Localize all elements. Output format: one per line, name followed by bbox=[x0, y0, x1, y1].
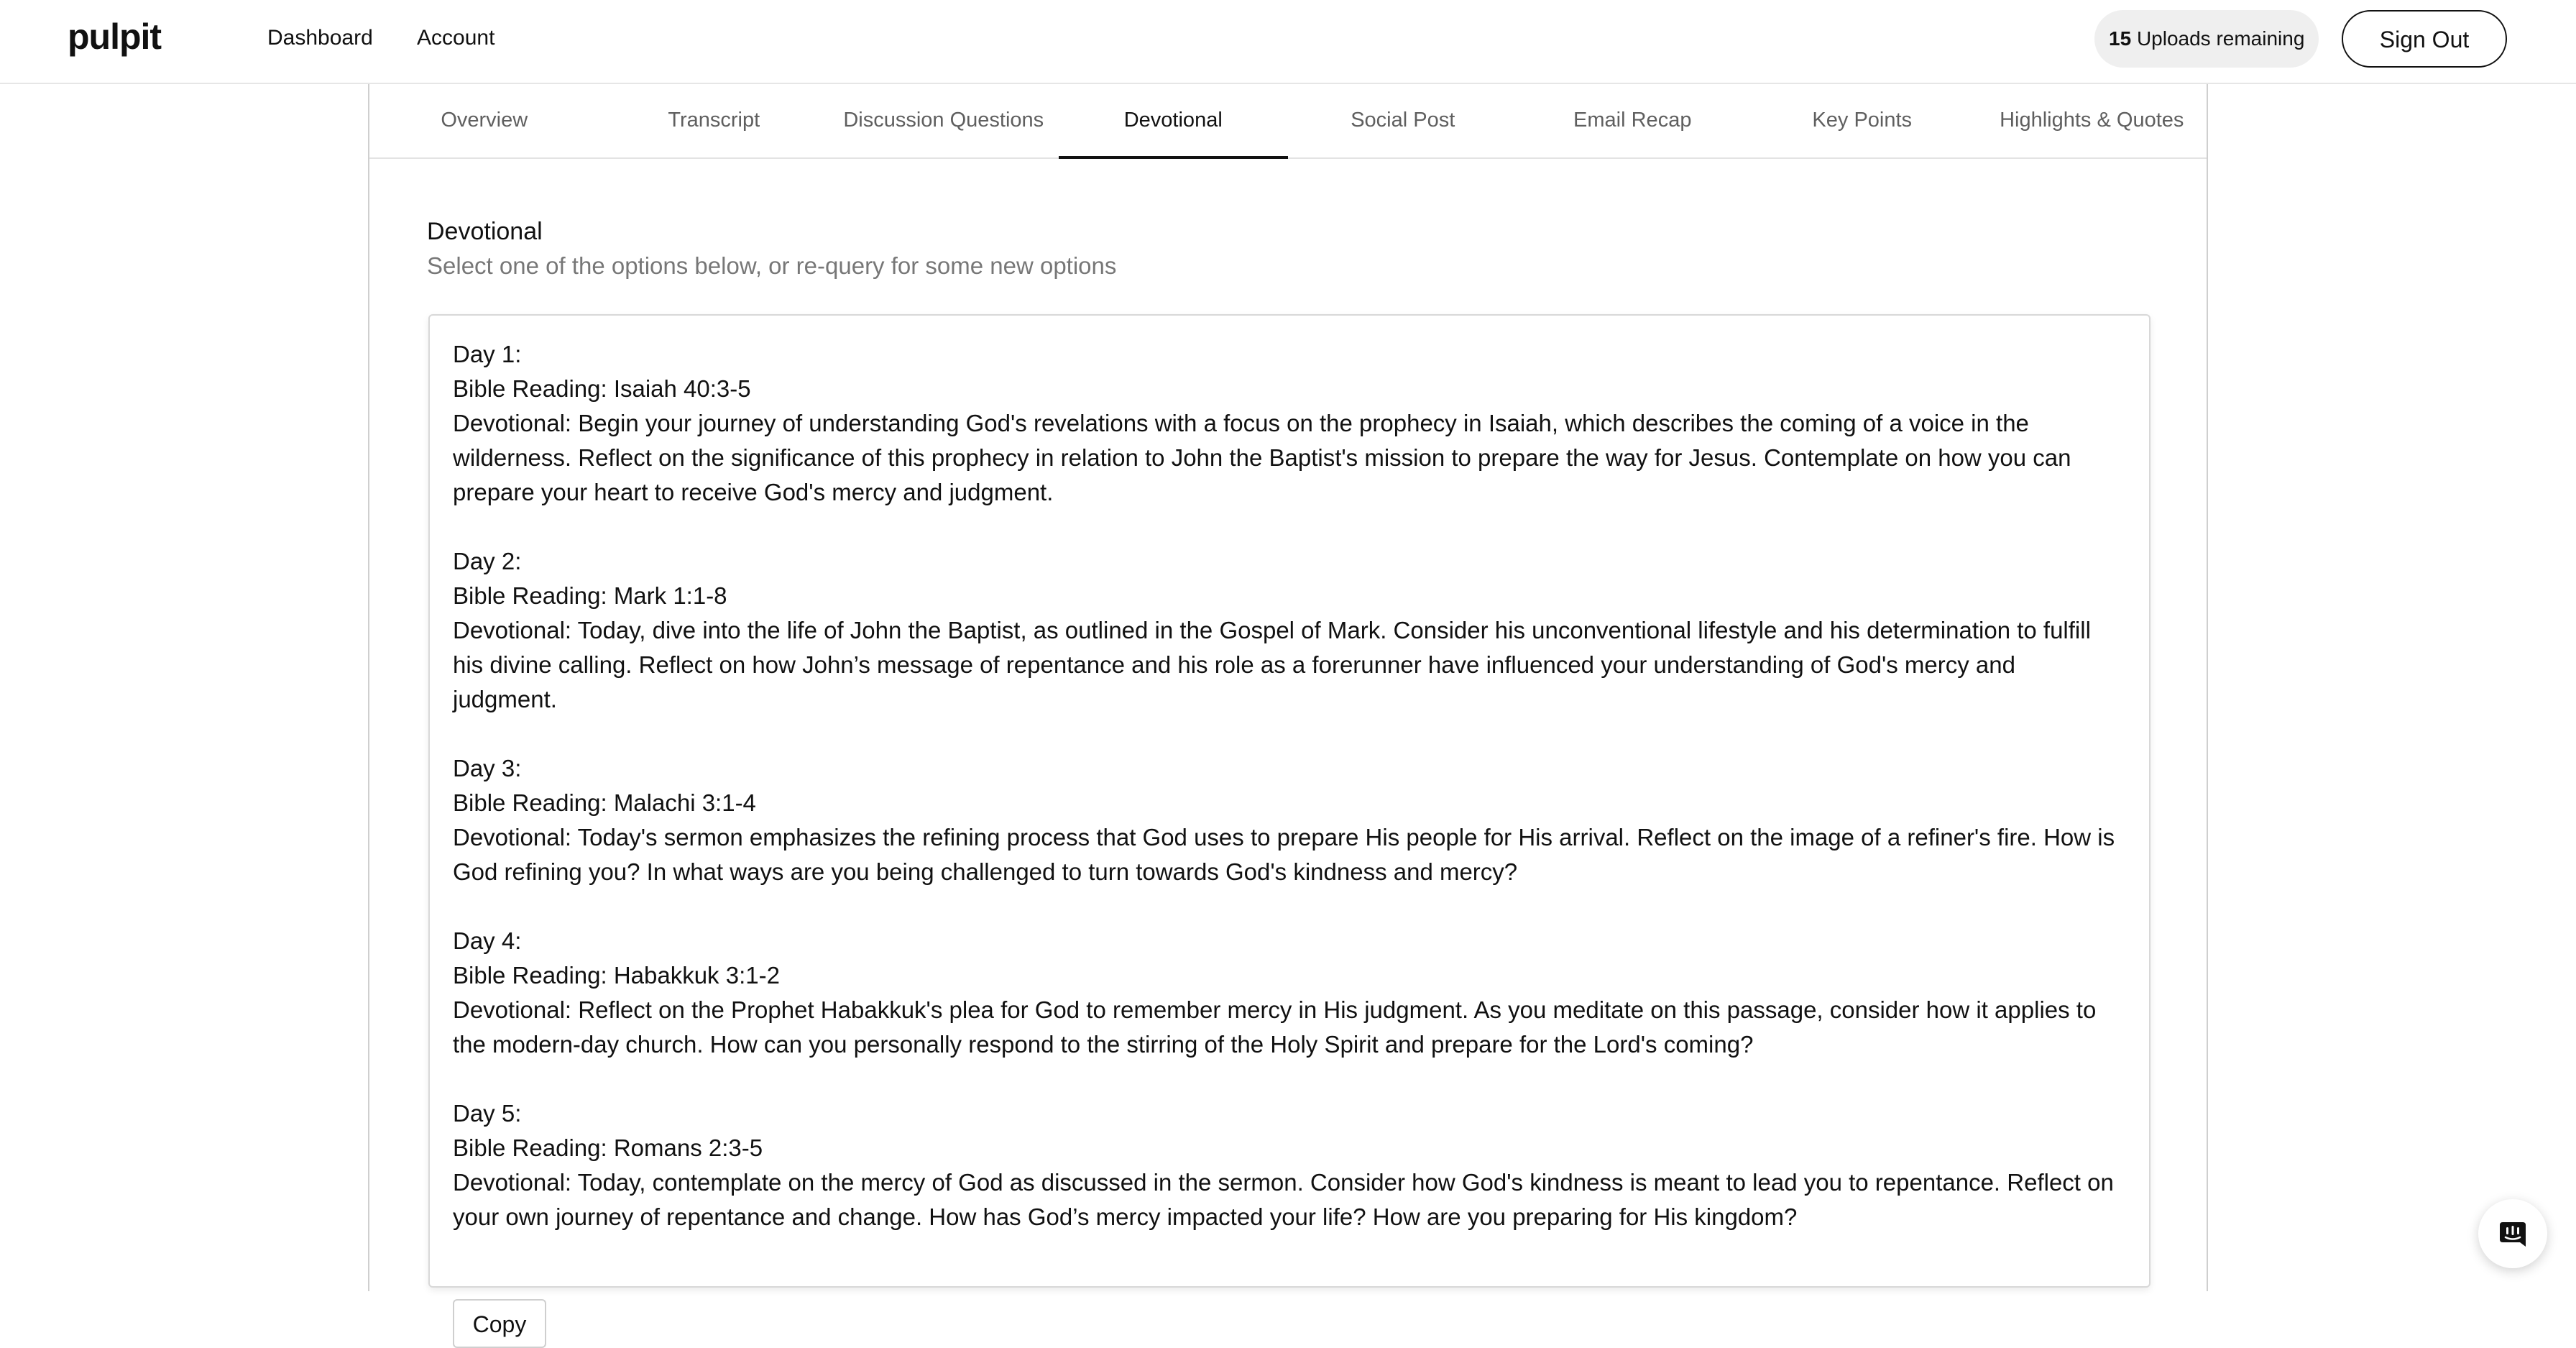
bible-reading: Bible Reading: Isaiah 40:3-5 bbox=[453, 375, 751, 402]
top-navigation-bar bbox=[0, 0, 2576, 84]
bible-reading: Bible Reading: Habakkuk 3:1-2 bbox=[453, 962, 780, 989]
uploads-count: 15 bbox=[2109, 27, 2132, 50]
devotional-day bbox=[453, 1096, 2126, 1234]
uploads-label: Uploads remaining bbox=[2136, 27, 2305, 50]
nav-account-link[interactable]: Account bbox=[417, 26, 495, 50]
devotional-text: Devotional: Today, dive into the life of John the Baptist, as outlined in the Gospel of Mark. Consider his unconventional lifestyle and his determination to fulfill his divine calling. Reflect on how John’s message of repentance and his role as a forerunner have influenced your understanding of God's mercy and judgment. bbox=[453, 617, 2091, 712]
tab-overview[interactable]: Overview bbox=[441, 109, 528, 132]
day-heading: Day 4: bbox=[453, 927, 522, 954]
devotional-option-card[interactable] bbox=[428, 314, 2150, 1337]
tab-devotional[interactable]: Devotional bbox=[1059, 84, 1289, 157]
devotional-day bbox=[453, 751, 2126, 889]
sign-out-button[interactable]: Sign Out bbox=[2342, 10, 2507, 68]
copy-button[interactable]: Copy bbox=[453, 1299, 546, 1348]
day-heading: Day 1: bbox=[453, 341, 522, 367]
devotional-text: Devotional: Today, contemplate on the mercy of God as discussed in the sermon. Consider how God's kindness is meant to lead you to repentance. Reflect on your own journey of repentance and change. How has God’s mercy impacted your life? How are you preparing for His kingdom? bbox=[453, 1169, 2114, 1230]
tab-social-post[interactable]: Social Post bbox=[1351, 109, 1455, 132]
devotional-day bbox=[453, 924, 2126, 1062]
tab-transcript[interactable]: Transcript bbox=[668, 109, 760, 132]
uploads-remaining-badge bbox=[2094, 10, 2319, 68]
tab-key-points[interactable]: Key Points bbox=[1812, 109, 1913, 132]
bible-reading: Bible Reading: Romans 2:3-5 bbox=[453, 1134, 763, 1161]
section-title: Devotional bbox=[427, 218, 543, 245]
day-heading: Day 3: bbox=[453, 755, 522, 781]
content-tabs bbox=[369, 84, 2207, 159]
tab-discussion-questions[interactable]: Discussion Questions bbox=[843, 109, 1044, 132]
devotional-day bbox=[453, 337, 2126, 510]
tab-highlights-quotes[interactable]: Highlights & Quotes bbox=[2000, 109, 2184, 132]
bible-reading: Bible Reading: Malachi 3:1-4 bbox=[453, 789, 756, 816]
chat-bubble-icon bbox=[2498, 1219, 2527, 1248]
section-subtitle: Select one of the options below, or re-query for some new options bbox=[427, 252, 1117, 279]
devotional-text: Devotional: Begin your journey of understanding God's revelations with a focus on the prophecy in Isaiah, which describes the coming of a voice in the wilderness. Reflect on the significance of this prophecy in relation to John the Baptist's mission to prepare the way for Jesus. Contemplate on how you can prepare your heart to receive God's mercy and judgment. bbox=[453, 410, 2071, 505]
sermon-content-panel bbox=[368, 84, 2208, 1337]
pulpit-logo[interactable]: pulpit bbox=[68, 17, 162, 57]
devotional-text: Devotional: Today's sermon emphasizes the refining process that God uses to prepare His people for His arrival. Reflect on the image of a refiner's fire. How is God refining you? In what ways are you being challenged to turn towards God's kindness and mercy? bbox=[453, 824, 2115, 885]
chat-launcher-button[interactable] bbox=[2478, 1199, 2547, 1268]
nav-dashboard-link[interactable]: Dashboard bbox=[267, 26, 373, 50]
day-heading: Day 2: bbox=[453, 548, 522, 574]
bible-reading: Bible Reading: Mark 1:1-8 bbox=[453, 582, 727, 609]
tab-email-recap[interactable]: Email Recap bbox=[1573, 109, 1692, 132]
devotional-day bbox=[453, 544, 2126, 717]
day-heading: Day 5: bbox=[453, 1100, 522, 1127]
devotional-text: Devotional: Reflect on the Prophet Habakkuk's plea for God to remember mercy in His judgment. As you meditate on this passage, consider how it applies to the modern-day church. How can you personally respond to the stirring of the Holy Spirit and prepare for the Lord's coming? bbox=[453, 996, 2097, 1058]
